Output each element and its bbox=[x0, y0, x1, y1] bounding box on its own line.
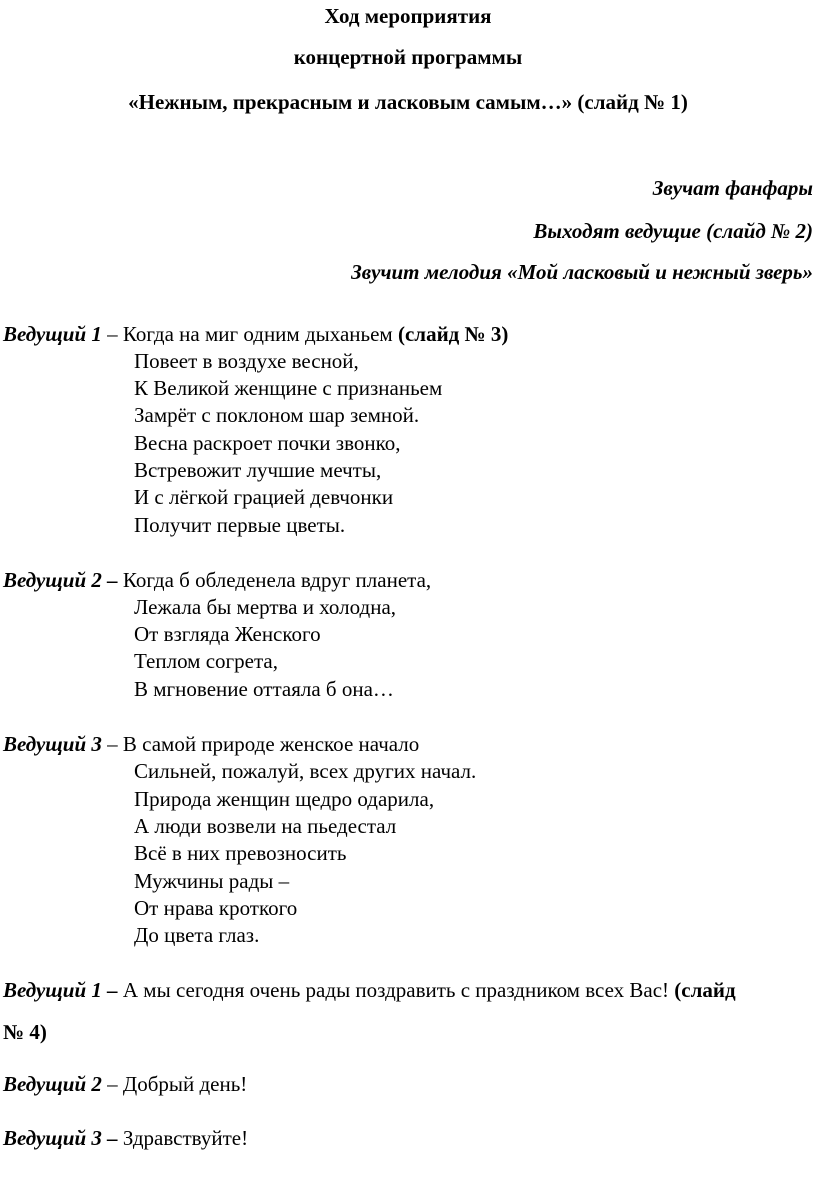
title-line-2: концертной программы bbox=[293, 45, 523, 69]
verse-line: Природа женщин щедро одарила, bbox=[134, 787, 435, 811]
slide-reference-continued: № 4) bbox=[3, 1020, 47, 1044]
verse-line: Когда б обледенела вдруг планета, bbox=[117, 568, 432, 592]
verse-line: В самой природе женское начало bbox=[122, 732, 420, 756]
speaker-label: Ведущий 1 bbox=[3, 322, 102, 346]
verse-line: Весна раскроет почки звонко, bbox=[134, 431, 401, 455]
speaker-label: Ведущий 2 – bbox=[3, 568, 118, 592]
verse-line: К Великой женщине с признаньем bbox=[134, 376, 443, 400]
speaker-3-first-line bbox=[3, 731, 419, 758]
speaker-2-first-line bbox=[3, 567, 431, 594]
speaker-1-line bbox=[3, 977, 736, 1004]
verse-line: От нрава кроткого bbox=[134, 896, 298, 920]
speaker-2-line bbox=[3, 1071, 247, 1098]
verse-line: И с лёгкой грацией девчонки bbox=[134, 485, 394, 509]
stage-direction-3: Звучит мелодия «Мой ласковый и нежный зверь» bbox=[351, 260, 813, 284]
speech-text: А мы сегодня очень рады поздравить с праздником всех Вас! bbox=[117, 978, 675, 1002]
speech-text: Добрый день! bbox=[122, 1072, 248, 1096]
slide-reference: (слайд bbox=[674, 978, 736, 1002]
verse-line: Повеет в воздухе весной, bbox=[134, 349, 359, 373]
speaker-label: Ведущий 3 – bbox=[3, 1126, 118, 1150]
speech-text: Здравствуйте! bbox=[117, 1126, 249, 1150]
dash: – bbox=[101, 732, 123, 756]
verse-line: Сильней, пожалуй, всех других начал. bbox=[134, 759, 477, 783]
verse-line: Мужчины рады – bbox=[134, 869, 290, 893]
slide-reference: (слайд № 3) bbox=[397, 322, 509, 346]
title-line-1: Ход мероприятия bbox=[324, 4, 492, 28]
verse-line: В мгновение оттаяла б она… bbox=[134, 677, 394, 701]
dash: – bbox=[101, 322, 123, 346]
verse-line: Всё в них превозносить bbox=[134, 841, 347, 865]
verse-line: Замрёт с поклоном шар земной. bbox=[134, 403, 420, 427]
verse-line: Теплом согрета, bbox=[134, 649, 278, 673]
verse-line: До цвета глаз. bbox=[134, 923, 260, 947]
title-line-3: «Нежным, прекрасным и ласковым самым…» (слайд № 1) bbox=[128, 90, 688, 114]
stage-direction-1: Звучат фанфары bbox=[652, 176, 813, 200]
verse-line: А люди возвели на пьедестал bbox=[134, 814, 397, 838]
verse-line: От взгляда Женского bbox=[134, 622, 321, 646]
speaker-1-first-line bbox=[3, 321, 508, 348]
speaker-label: Ведущий 2 bbox=[3, 1072, 102, 1096]
dash: – bbox=[101, 1072, 123, 1096]
speaker-label: Ведущий 1 – bbox=[3, 978, 118, 1002]
stage-direction-2: Выходят ведущие (слайд № 2) bbox=[533, 219, 813, 243]
verse-line: Когда на миг одним дыханьем bbox=[122, 322, 398, 346]
verse-line: Встревожит лучшие мечты, bbox=[134, 458, 382, 482]
speaker-label: Ведущий 3 bbox=[3, 732, 102, 756]
verse-line: Получит первые цветы. bbox=[134, 513, 346, 537]
speaker-3-line bbox=[3, 1125, 248, 1152]
verse-line: Лежала бы мертва и холодна, bbox=[134, 595, 397, 619]
